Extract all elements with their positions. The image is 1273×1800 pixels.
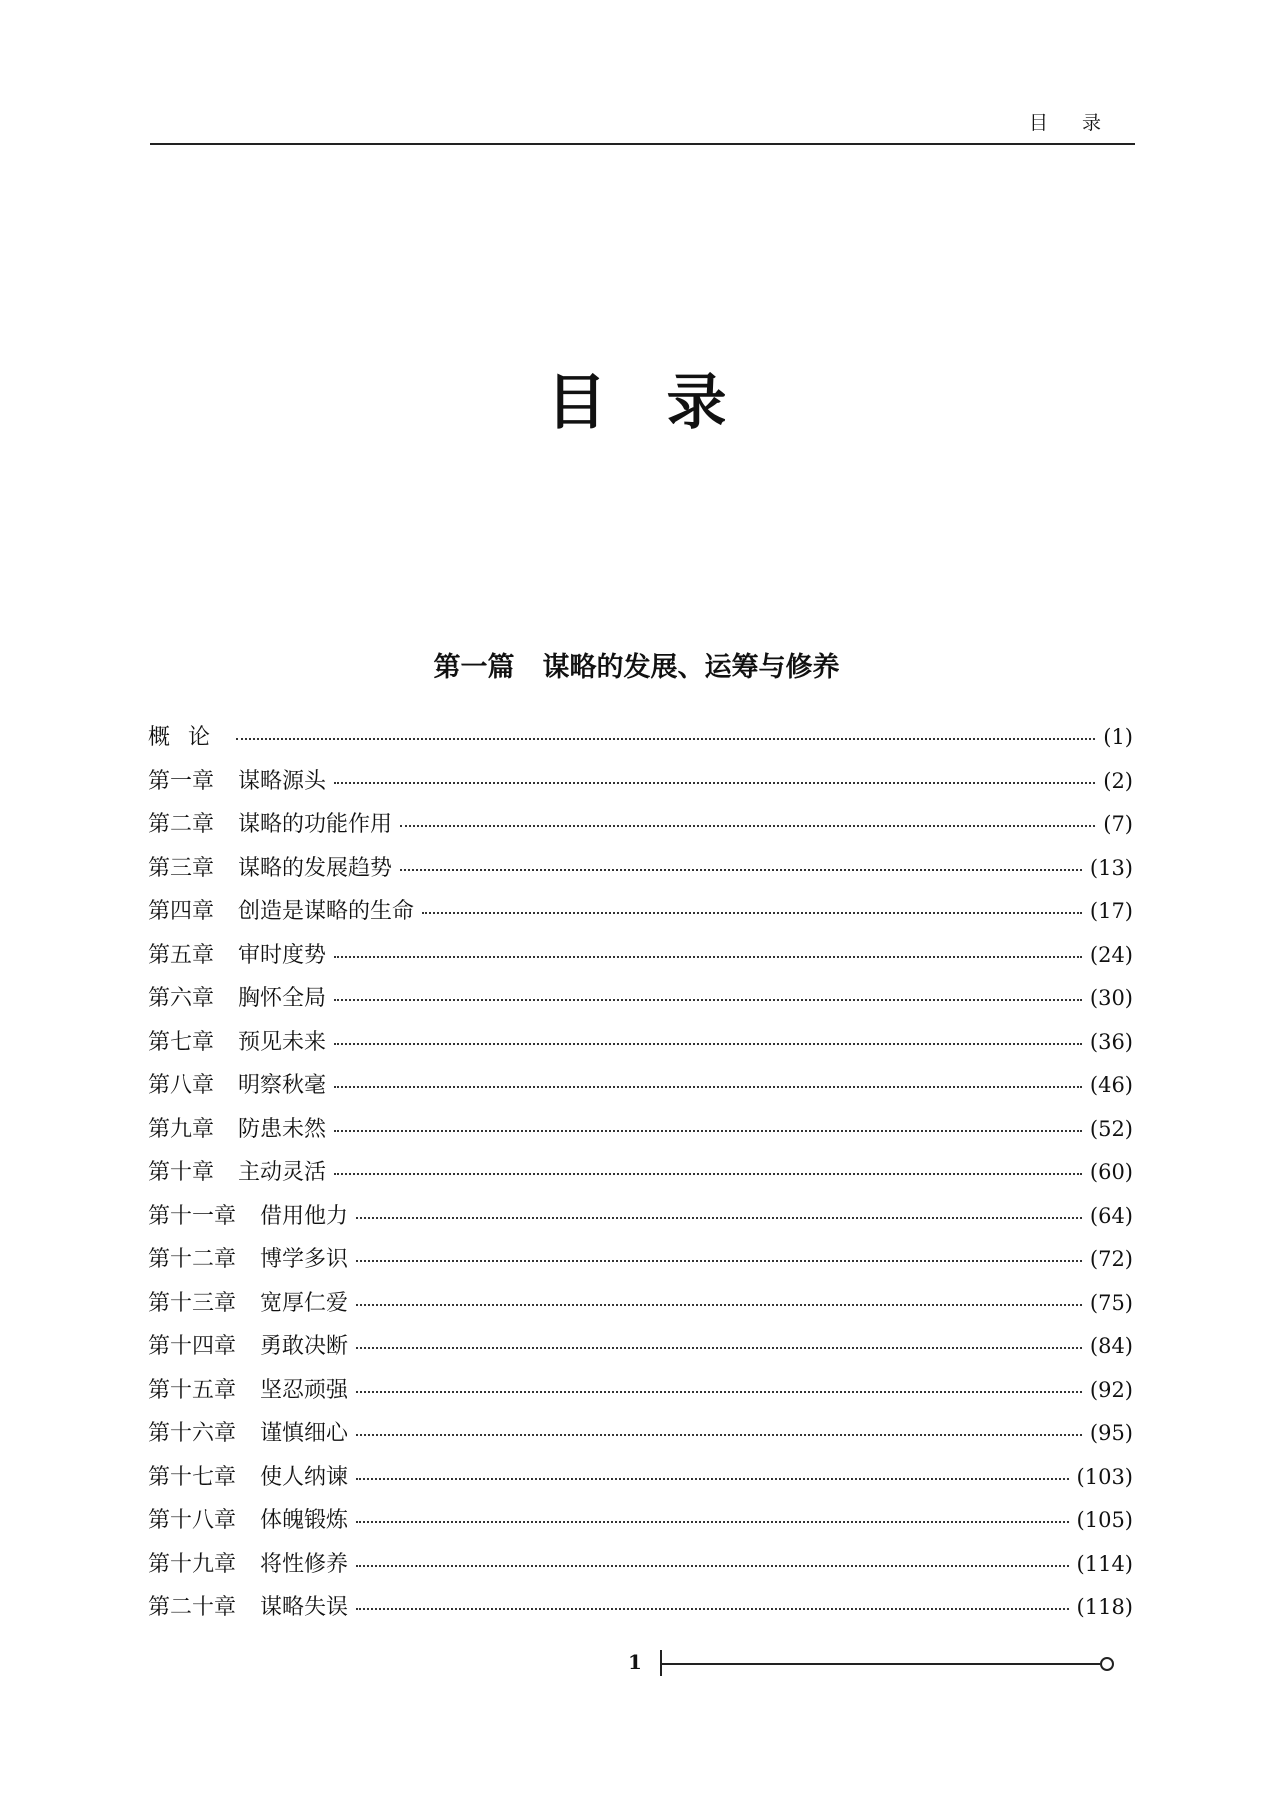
toc-chapter-number: 第八章 (148, 1073, 215, 1098)
toc-chapter-number: 第三章 (148, 855, 215, 881)
toc-entry (148, 1590, 1133, 1634)
toc-chapter-number: 第六章 (148, 986, 215, 1011)
toc-chapter-title: 谋略的功能作用 (238, 812, 393, 837)
toc-dot-leader (334, 1130, 1082, 1132)
toc-chapter-title: 谋略的发展趋势 (238, 855, 393, 881)
toc-entry (148, 1068, 1133, 1112)
toc-chapter-title: 主动灵活 (238, 1160, 327, 1185)
toc-page-number: (92) (1089, 1377, 1133, 1402)
toc-chapter-title: 坚忍顽强 (260, 1377, 349, 1403)
toc-chapter-number: 第七章 (148, 1029, 215, 1055)
toc-chapter-title: 借用他力 (260, 1203, 349, 1229)
toc-chapter-title: 宽厚仁爱 (260, 1290, 349, 1316)
toc-chapter-number: 第十四章 (148, 1334, 237, 1359)
toc-entry (148, 1286, 1133, 1330)
toc-dot-leader (334, 782, 1095, 784)
toc-page-number: (13) (1089, 855, 1133, 880)
toc-page-number: (17) (1089, 899, 1133, 923)
toc-dot-leader (356, 1347, 1082, 1349)
toc-chapter-number: 第四章 (148, 899, 215, 924)
toc-entry (148, 1242, 1133, 1286)
toc-chapter-number: 第二十章 (148, 1595, 237, 1620)
toc-page-number: (1) (1103, 725, 1133, 749)
toc-dot-leader (334, 1086, 1082, 1088)
toc-dot-leader (356, 1304, 1082, 1306)
toc-page-number: (60) (1089, 1160, 1133, 1184)
toc-page-number: (30) (1089, 986, 1133, 1010)
toc-entry (148, 1416, 1133, 1460)
toc-page-number: (95) (1089, 1421, 1133, 1445)
toc-page-number: (84) (1089, 1334, 1133, 1358)
toc-chapter-title: 勇敢决断 (260, 1334, 349, 1359)
toc-entry (148, 1199, 1133, 1243)
toc-dot-leader (334, 1043, 1082, 1045)
toc-page-number: (72) (1089, 1247, 1133, 1271)
toc-page-number: (103) (1076, 1464, 1133, 1489)
toc-dot-leader (334, 999, 1082, 1001)
toc-entry (148, 1112, 1133, 1156)
part-title (0, 645, 1273, 684)
toc-chapter-title: 将性修养 (260, 1551, 349, 1577)
toc-chapter-title: 创造是谋略的生命 (238, 899, 415, 924)
toc-dot-leader (356, 1608, 1069, 1610)
toc-dot-leader (422, 912, 1082, 914)
toc-chapter-title: 谋略失误 (260, 1595, 349, 1620)
toc-page-number: (36) (1089, 1029, 1133, 1054)
toc-chapter-number: 第十七章 (148, 1464, 237, 1490)
toc-page-number: (7) (1103, 812, 1133, 836)
toc-entry (148, 807, 1133, 851)
toc-entry (148, 1373, 1133, 1417)
toc-entry (148, 1503, 1133, 1547)
toc-page-number: (75) (1089, 1290, 1133, 1315)
header-rule (150, 143, 1135, 145)
table-of-contents (148, 720, 1133, 1634)
toc-chapter-number: 第五章 (148, 942, 215, 968)
toc-entry (148, 1460, 1133, 1504)
toc-entry (148, 720, 1133, 764)
toc-page-number: (118) (1076, 1595, 1133, 1619)
toc-entry (148, 764, 1133, 808)
toc-page-number: (114) (1076, 1551, 1133, 1576)
toc-entry (148, 1025, 1133, 1069)
toc-dot-leader (334, 1173, 1082, 1175)
toc-chapter-title: 谨慎细心 (260, 1421, 349, 1446)
toc-dot-leader (400, 869, 1082, 871)
part-name: 谋略的发展、运筹与修养 (542, 652, 840, 683)
toc-entry (148, 894, 1133, 938)
toc-dot-leader (400, 825, 1095, 827)
toc-chapter-number: 第十二章 (148, 1247, 237, 1272)
toc-dot-leader (334, 956, 1082, 958)
toc-entry (148, 1329, 1133, 1373)
toc-chapter-number: 第十三章 (148, 1290, 237, 1316)
toc-page-number: (52) (1089, 1116, 1133, 1141)
toc-chapter-title: 预见未来 (238, 1029, 327, 1055)
toc-chapter-number: 第十章 (148, 1160, 215, 1185)
toc-page-number: (105) (1076, 1508, 1133, 1532)
toc-page-number: (46) (1089, 1073, 1133, 1097)
toc-chapter-number: 第十五章 (148, 1377, 237, 1403)
toc-entry (148, 851, 1133, 895)
toc-chapter-number: 第九章 (148, 1116, 215, 1142)
toc-dot-leader (356, 1391, 1082, 1393)
page-number: 1 (628, 1650, 642, 1674)
toc-entry (148, 981, 1133, 1025)
toc-dot-leader (356, 1565, 1069, 1567)
toc-chapter-title: 体魄锻炼 (260, 1508, 349, 1533)
toc-chapter-number: 第十一章 (148, 1203, 237, 1229)
page-title: 目录 (546, 368, 787, 438)
toc-dot-leader (356, 1434, 1082, 1436)
toc-chapter-title: 审时度势 (238, 942, 327, 968)
folio-ornament-circle (1100, 1657, 1114, 1671)
toc-page-number: (2) (1103, 768, 1133, 793)
toc-chapter-title: 明察秋毫 (238, 1073, 327, 1098)
toc-page-number: (64) (1089, 1203, 1133, 1228)
toc-chapter-number: 第十八章 (148, 1508, 237, 1533)
toc-chapter-title: 防患未然 (238, 1116, 327, 1142)
toc-entry (148, 938, 1133, 982)
toc-chapter-title: 博学多识 (260, 1247, 349, 1272)
toc-chapter-number: 第一章 (148, 768, 215, 794)
toc-chapter-number: 第二章 (148, 812, 215, 837)
toc-chapter-number: 第十九章 (148, 1551, 237, 1577)
toc-entry (148, 1547, 1133, 1591)
folio-ornament-line (660, 1663, 1100, 1665)
toc-chapter-title: 胸怀全局 (238, 986, 327, 1011)
part-label: 第一篇 (433, 652, 515, 683)
toc-chapter-number: 第十六章 (148, 1421, 237, 1446)
running-header: 目录 (1028, 112, 1135, 134)
toc-chapter-number: 概论 (148, 725, 229, 750)
toc-page-number: (24) (1089, 942, 1133, 967)
toc-chapter-title: 谋略源头 (238, 768, 327, 794)
toc-entry (148, 1155, 1133, 1199)
toc-dot-leader (236, 738, 1095, 740)
toc-dot-leader (356, 1521, 1069, 1523)
toc-dot-leader (356, 1217, 1082, 1219)
toc-dot-leader (356, 1260, 1082, 1262)
toc-dot-leader (356, 1478, 1069, 1480)
toc-chapter-title: 使人纳谏 (260, 1464, 349, 1490)
